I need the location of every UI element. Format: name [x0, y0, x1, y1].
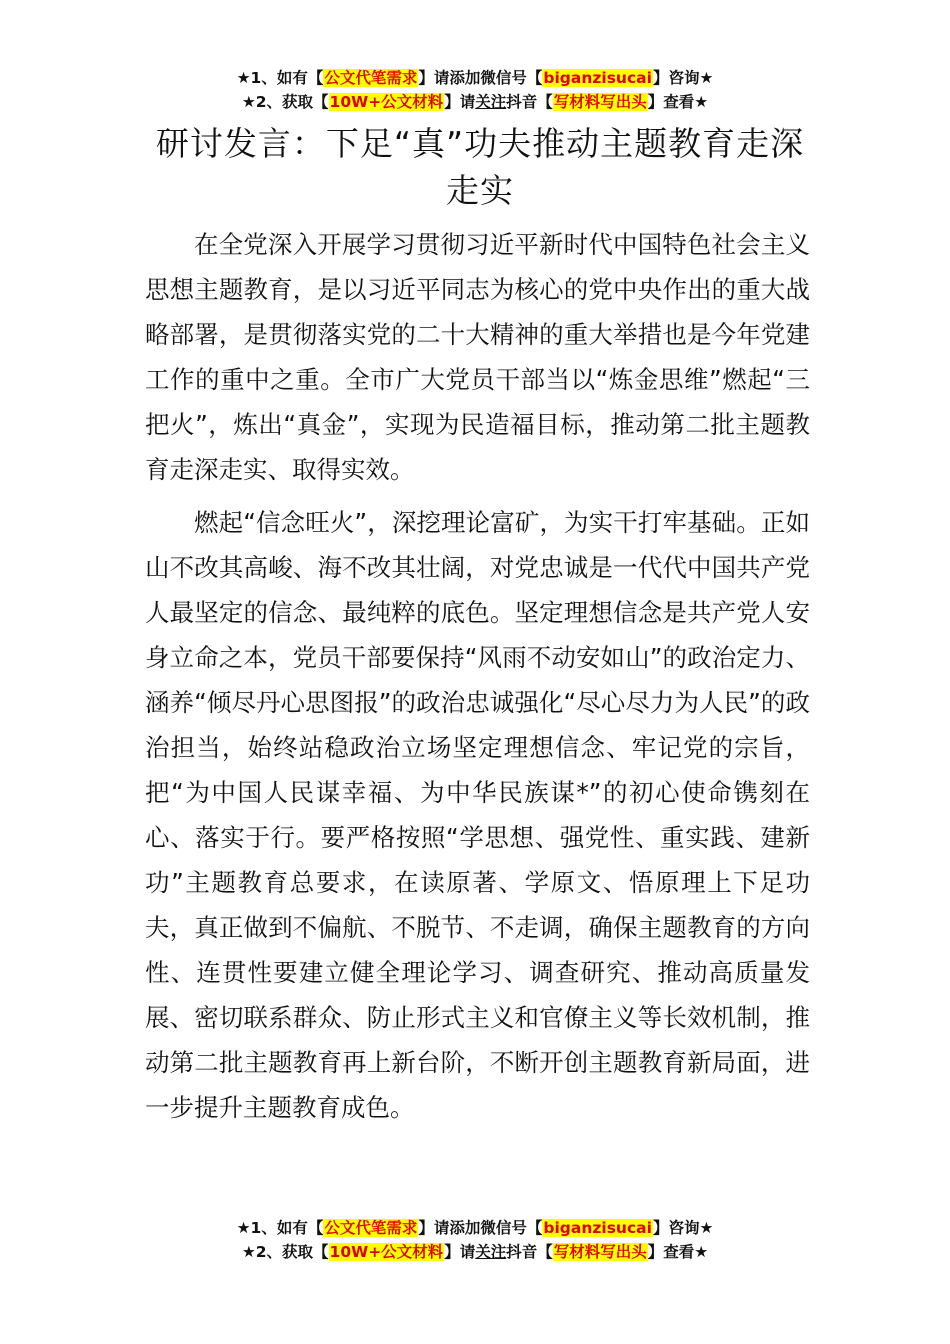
highlight-service: 公文代笔需求 — [324, 69, 418, 87]
highlight-wechat-id: biganzisucai — [543, 69, 652, 87]
underlined-follow: 关注 — [475, 1243, 507, 1261]
highlight-account: 写材料写出头 — [553, 93, 647, 111]
underlined-follow: 关注 — [475, 93, 507, 111]
highlight-account: 写材料写出头 — [553, 1243, 647, 1261]
body-paragraph-2: 燃起“信念旺火”，深挖理论富矿，为实干打牢基础。正如山不改其高峻、海不改其壮阔，对党忠诚是一代代中国共产党人最坚定的信念、最纯粹的底色。坚定理想信念是共产党人安身立命之本，党员干部要保持“风雨不动安如山”的政治定力、涵养“倾尽丹心思图报”的政治忠诚强化“尽心尽力为人民”的政治担当，始终站稳政治立场坚定理想信念、牢记党的宗旨，把“为中国人民谋幸福、为中华民族谋*”的初心使命镌刻在心、落实于行。要严格按照“学思想、强党性、重实践、建新功”主题教育总要求，在读原著、学原文、悟原理上下足功夫，真正做到不偏航、不脱节、不走调，确保主题教育的方向性、连贯性要建立健全理论学习、调查研究、推动高质量发展、密切联系群众、防止形式主义和官僚主义等长效机制，推动第二批主题教育再上新台阶，不断开创主题教育新局面，进一步提升主题教育成色。 — [145, 508, 810, 1122]
banner-line-2: ★2、获取【10W+公文材料】请关注抖音【写材料写出头】查看★ — [241, 93, 709, 111]
body-paragraph-1: 在全党深入开展学习贯彻习近平新时代中国特色社会主义思想主题教育，是以习近平同志为核心的党中央作出的重大战略部署，是贯彻落实党的二十大精神的重大举措也是今年党建工作的重中之重。全市广大党员干部当以“炼金思维”燃起“三把火”，炼出“真金”，实现为民造福目标，推动第二批主题教育走深走实、取得实效。 — [145, 230, 810, 484]
header-banner — [0, 66, 950, 114]
highlight-materials: 10W+公文材料 — [329, 93, 444, 111]
highlight-service: 公文代笔需求 — [324, 1219, 418, 1237]
footer-banner — [0, 1216, 950, 1264]
banner-line-2: ★2、获取【10W+公文材料】请关注抖音【写材料写出头】查看★ — [241, 1243, 709, 1261]
banner-line-1: ★1、如有【公文代笔需求】请添加微信号【biganzisucai】咨询★ — [236, 69, 714, 87]
highlight-wechat-id: biganzisucai — [543, 1219, 652, 1237]
page-title: 研讨发言：下足“真”功夫推动主题教育走深走实 — [155, 124, 805, 210]
banner-line-1: ★1、如有【公文代笔需求】请添加微信号【biganzisucai】咨询★ — [236, 1219, 714, 1237]
highlight-materials: 10W+公文材料 — [329, 1243, 444, 1261]
